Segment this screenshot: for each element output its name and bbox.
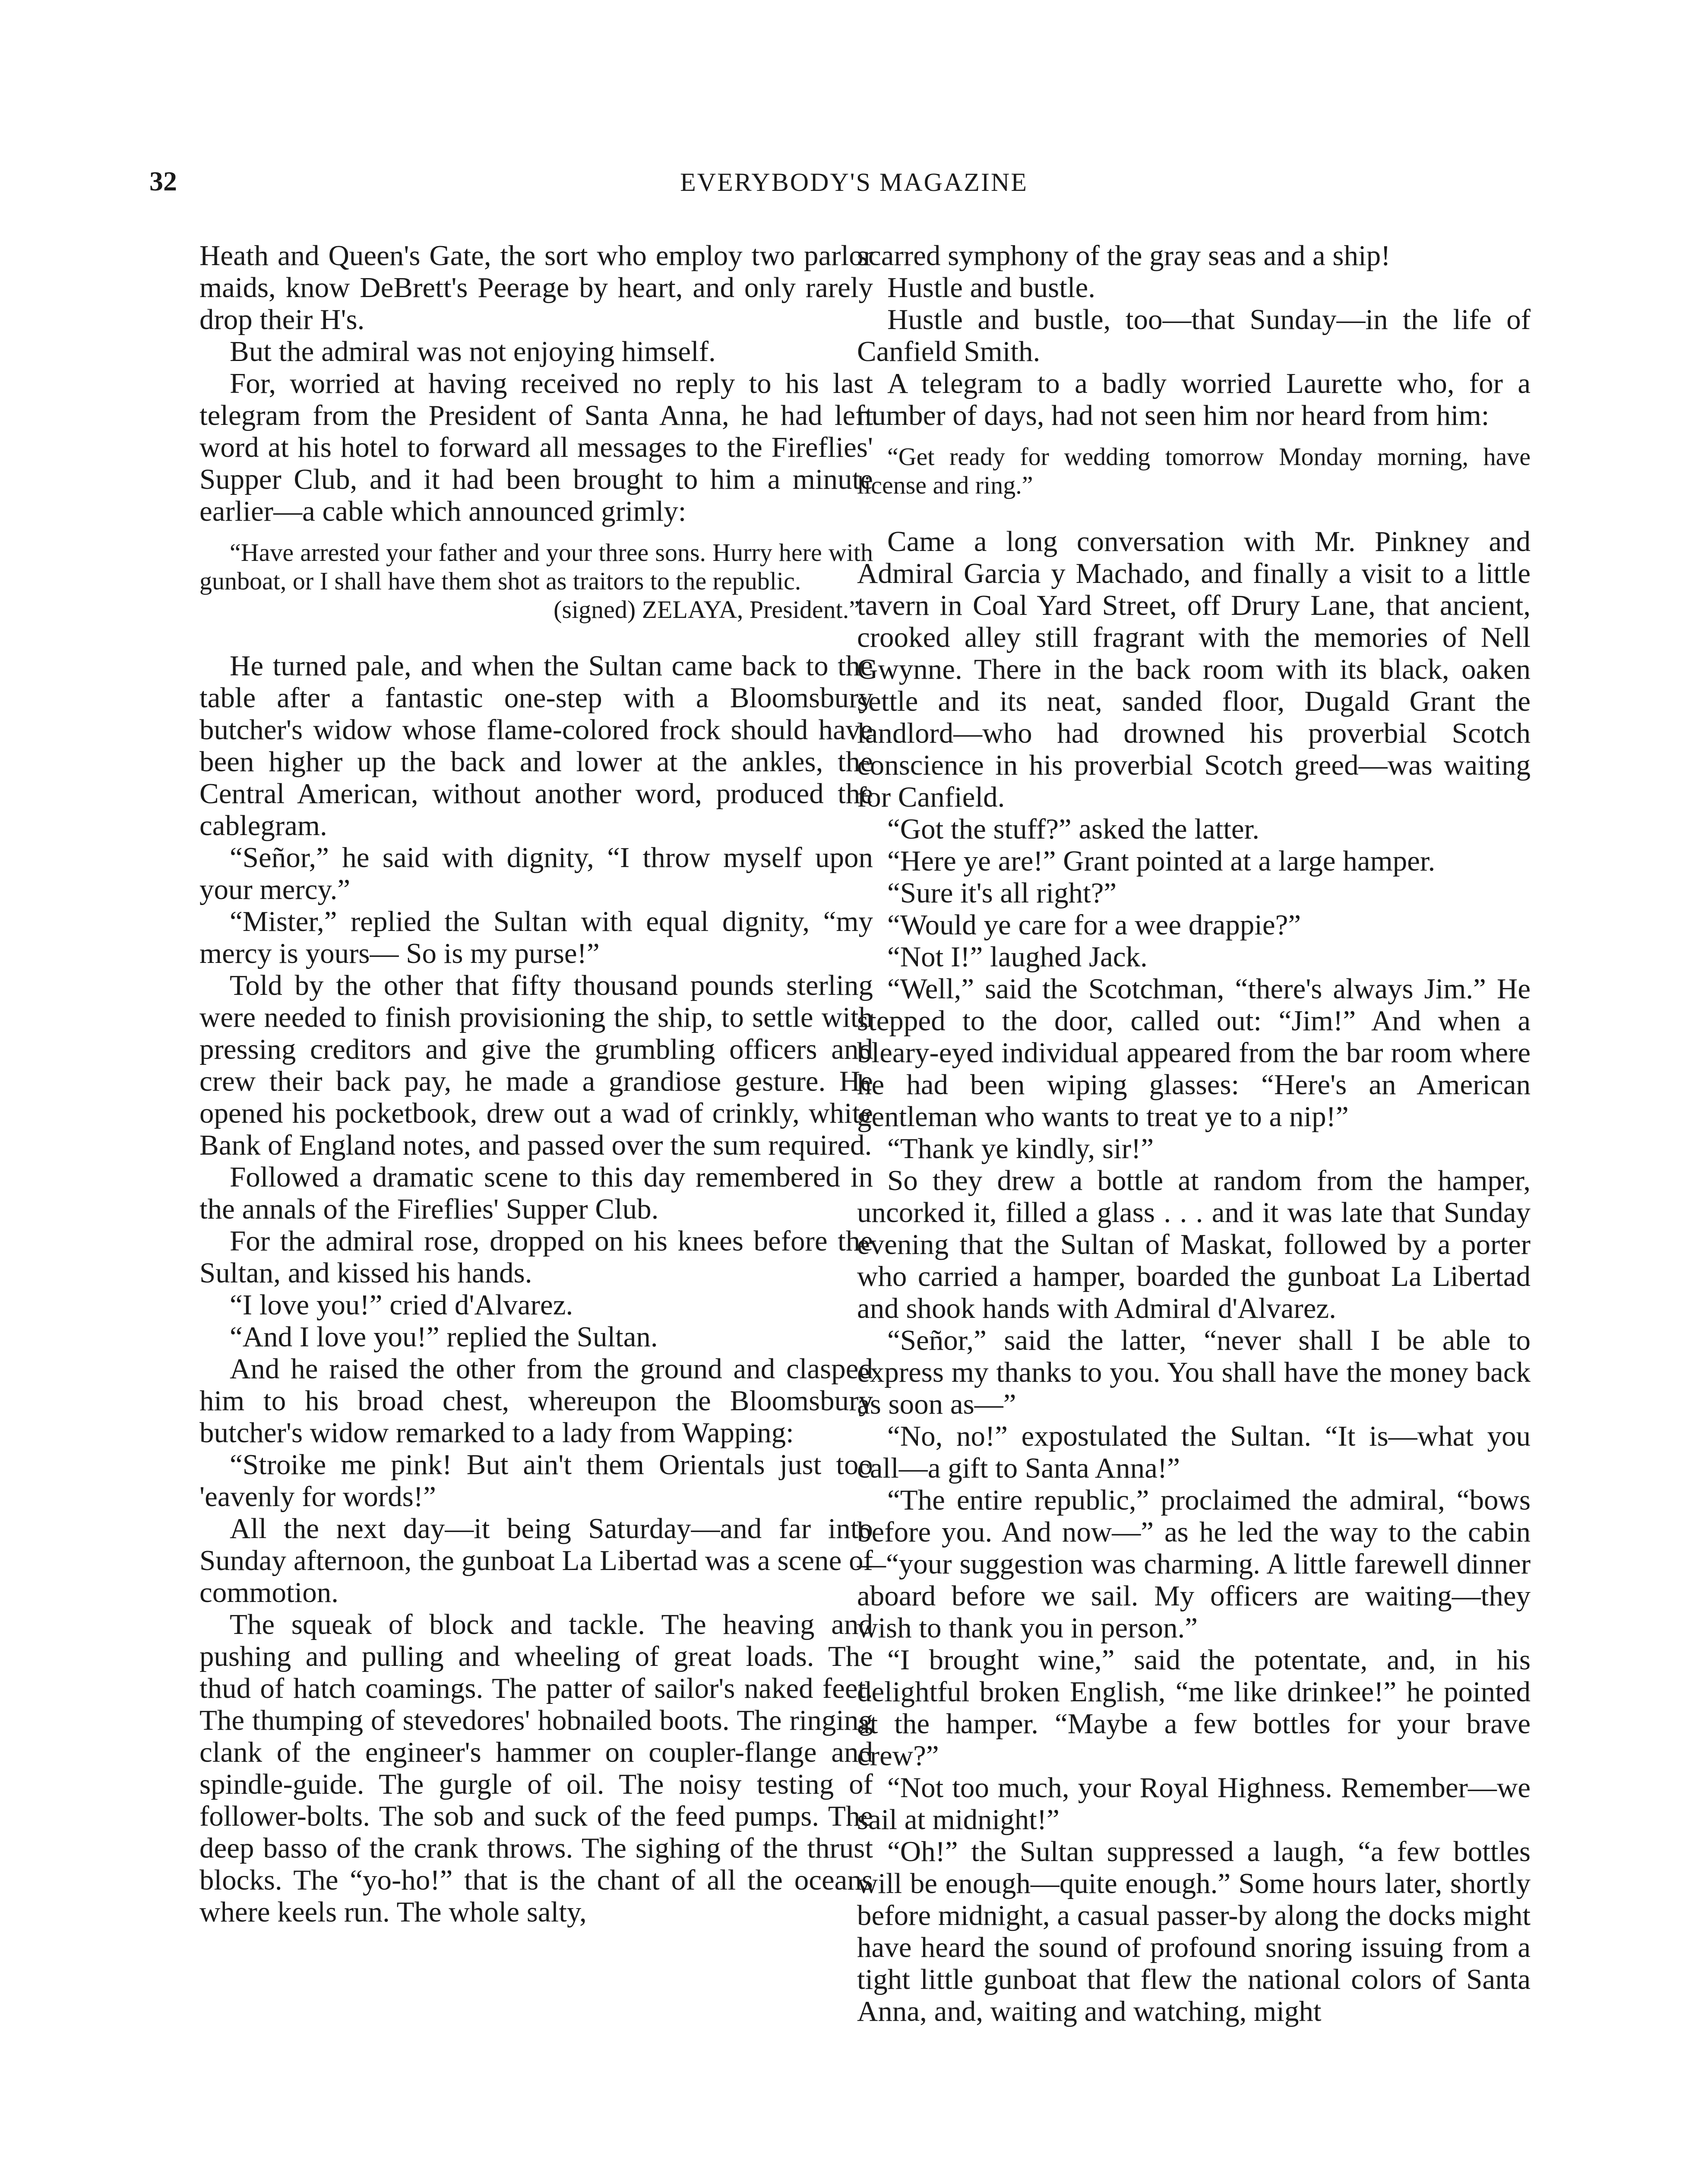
paragraph: “The entire republic,” proclaimed the admiral, “bows before you. And now—” as he led the way to the cabin—“your suggestion was charming. A little farewell dinner aboard before we sail. My officers are waiting—they wish to thank you in person.” bbox=[857, 1484, 1531, 1644]
paragraph: The squeak of block and tackle. The heaving and pushing and pulling and wheeling of great loads. The thud of hatch coamings. The patter of sailor's naked feet. The thumping of stevedores' hobnailed boots. The ringing clank of the engineer's hammer on coupler-flange and spindle-guide. The gurgle of oil. The noisy testing of follower-bolts. The sob and suck of the feed pumps. The deep basso of the crank throws. The sighing of the thrust blocks. The “yo-ho!” that is the chant of all the oceans where keels run. The whole salty, bbox=[199, 1608, 873, 1928]
paragraph: For the admiral rose, dropped on his knees before the Sultan, and kissed his hands. bbox=[199, 1225, 873, 1289]
paragraph: “Mister,” replied the Sultan with equal dignity, “my mercy is yours— So is my purse!” bbox=[199, 905, 873, 969]
telegram-quote bbox=[857, 443, 1531, 500]
paragraph: “Got the stuff?” asked the latter. bbox=[887, 813, 1260, 845]
paragraph: Told by the other that fifty thousand pounds sterling were needed to finish provisioning the ship, to settle with pressing creditors and give the grumbling officers and crew their back pay, he made a grandiose gesture. He opened his pocketbook, drew out a wad of crinkly, white Bank of England notes, and passed over the sum required. bbox=[199, 969, 873, 1161]
paragraph: But the admiral was not enjoying himself. bbox=[230, 336, 716, 367]
paragraph: “Stroike me pink! But ain't them Orientals just too 'eavenly for words!” bbox=[199, 1449, 873, 1513]
paragraph: “I love you!” cried d'Alvarez. bbox=[230, 1289, 573, 1321]
paragraph: For, worried at having received no reply to his last telegram from the President of Santa Anna, he had left word at his hotel to forward all messages to the Fireflies' Supper Club, and it had been brought to him a minute earlier—a cable which announced grimly: bbox=[199, 367, 873, 527]
paragraph: “And I love you!” replied the Sultan. bbox=[230, 1321, 658, 1353]
right-column bbox=[857, 240, 1531, 2027]
paragraph: “Not I!” laughed Jack. bbox=[887, 941, 1148, 973]
quote-signature: (signed) ZELAYA, President.” bbox=[554, 595, 860, 624]
paragraph: And he raised the other from the ground and clasped him to his broad chest, whereupon the Bloomsbury butcher's widow remarked to a lady from Wapping: bbox=[199, 1353, 873, 1449]
paragraph: Followed a dramatic scene to this day remembered in the annals of the Fireflies' Supper Club. bbox=[199, 1161, 873, 1225]
paragraph: “I brought wine,” said the potentate, and, in his delightful broken English, “me like drinkee!” he pointed at the hamper. “Maybe a few bottles for your brave crew?” bbox=[857, 1644, 1531, 1772]
running-head: EVERYBODY'S MAGAZINE bbox=[680, 168, 1028, 196]
left-column bbox=[199, 240, 873, 1928]
paragraph: A telegram to a badly worried Laurette who, for a number of days, had not seen him nor heard from him: bbox=[857, 367, 1531, 431]
paragraph: So they drew a bottle at random from the hamper, uncorked it, filled a glass . . . and it was late that Sunday evening that the Sultan of Maskat, followed by a porter who carried a hamper, boarded the gunboat La Libertad and shook hands with Admiral d'Alvarez. bbox=[857, 1165, 1531, 1324]
paragraph: “Oh!” the Sultan suppressed a laugh, “a few bottles will be enough—quite enough.” Some hours later, shortly before midnight, a casual passer-by along the docks might have heard the sound of profound snoring issuing from a tight little gunboat that flew the national colors of Santa Anna, and, waiting and watching, might bbox=[857, 1836, 1531, 2027]
quote-text: “Get ready for wedding tomorrow Monday morning, have license and ring.” bbox=[857, 443, 1531, 499]
paragraph: Hustle and bustle. bbox=[887, 272, 1095, 304]
paragraph: “Would ye care for a wee drappie?” bbox=[887, 909, 1301, 941]
paragraph: He turned pale, and when the Sultan came back to the table after a fantastic one-step with a Bloomsbury butcher's widow whose flame-colored frock should have been higher up the back and lower at the ankles, the Central American, without another word, produced the cablegram. bbox=[199, 650, 873, 842]
paragraph: Came a long conversation with Mr. Pinkney and Admiral Garcia y Machado, and finally a visit to a little tavern in Coal Yard Street, off Drury Lane, that ancient, crooked alley still fragrant with the memories of Nell Gwynne. There in the back room with its black, oaken settle and its neat, sanded floor, Dugald Grant the landlord—who had drowned his proverbial Scotch conscience in his proverbial Scotch greed—was waiting for Canfield. bbox=[857, 526, 1531, 813]
paragraph: “Señor,” he said with dignity, “I throw myself upon your mercy.” bbox=[199, 842, 873, 905]
paragraph: “Not too much, your Royal Highness. Remember—we sail at midnight!” bbox=[857, 1772, 1531, 1836]
paragraph: Heath and Queen's Gate, the sort who employ two parlor maids, know DeBrett's Peerage by heart, and only rarely drop their H's. bbox=[199, 240, 873, 336]
paragraph: scarred symphony of the gray seas and a ship! bbox=[857, 240, 1391, 272]
paragraph: All the next day—it being Saturday—and far into Sunday afternoon, the gunboat La Libertad was a scene of commotion. bbox=[199, 1513, 873, 1608]
paragraph: Hustle and bustle, too—that Sunday—in the life of Canfield Smith. bbox=[857, 304, 1531, 367]
paragraph: “No, no!” expostulated the Sultan. “It is—what you call—a gift to Santa Anna!” bbox=[857, 1420, 1531, 1484]
paragraph: “Thank ye kindly, sir!” bbox=[887, 1133, 1154, 1165]
paragraph: “Señor,” said the latter, “never shall I be able to express my thanks to you. You shall have the money back as soon as—” bbox=[857, 1324, 1531, 1420]
paragraph: “Sure it's all right?” bbox=[887, 877, 1117, 909]
quote-text: “Have arrested your father and your three sons. Hurry here with gunboat, or I shall have them shot as traitors to the republic. bbox=[199, 538, 873, 595]
paragraph: “Here ye are!” Grant pointed at a large hamper. bbox=[887, 845, 1436, 877]
telegram-quote bbox=[199, 538, 873, 624]
paragraph: “Well,” said the Scotchman, “there's always Jim.” He stepped to the door, called out: “Jim!” And when a bleary-eyed individual appeared from the bar room where he had been wiping glasses: “Here's an American gentleman who wants to treat ye to a nip!” bbox=[857, 973, 1531, 1133]
page-number: 32 bbox=[149, 166, 177, 196]
